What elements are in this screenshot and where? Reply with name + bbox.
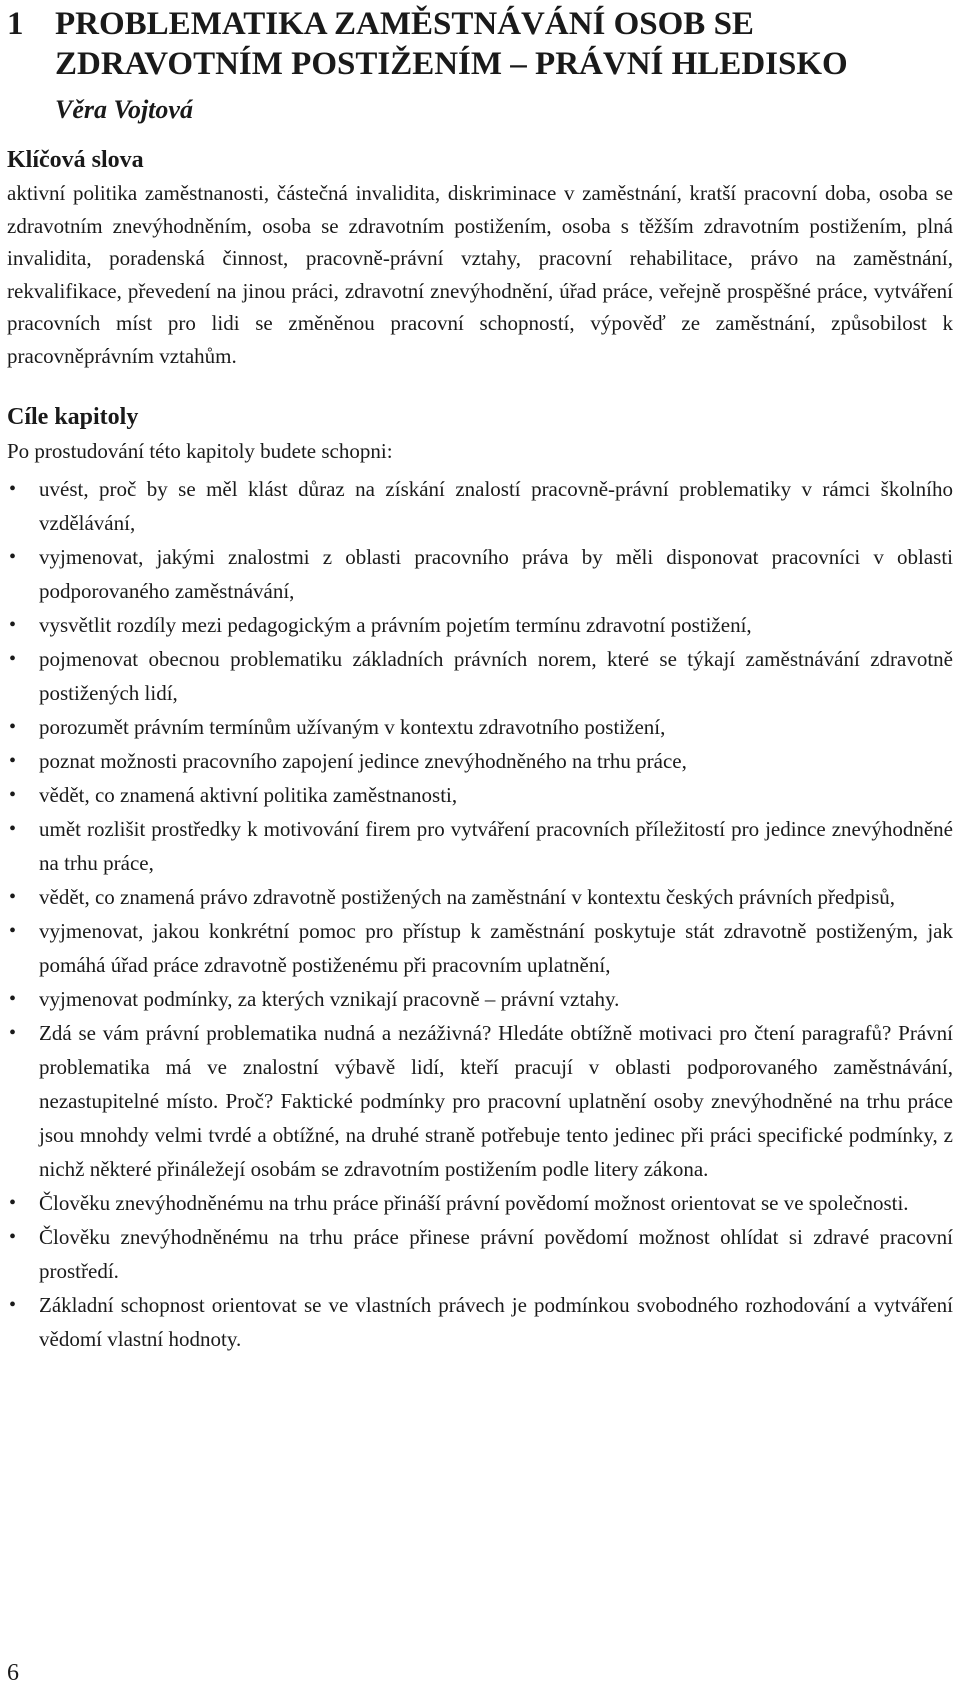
- list-item-text: uvést, proč by se měl klást důraz na získání znalostí pracovně-právní problematiky v rámci školního vzdělávání,: [39, 477, 953, 535]
- goals-heading: Cíle kapitoly: [7, 404, 139, 430]
- goals-intro: Po prostudování této kapitoly budete schopni:: [7, 439, 393, 463]
- bullet-icon: •: [9, 886, 17, 908]
- list-item-text: Základní schopnost orientovat se ve vlastních právech je podmínkou svobodného rozhodování a vytváření vědomí vlastní hodnoty.: [39, 1293, 953, 1351]
- document-page: [7, 0, 953, 1356]
- bullet-icon: •: [9, 478, 17, 500]
- bullet-icon: •: [9, 1022, 17, 1044]
- goals-list: [7, 472, 953, 1356]
- bullet-icon: •: [9, 716, 17, 738]
- bullet-icon: •: [9, 988, 17, 1010]
- list-item: [7, 1220, 953, 1288]
- list-item-text: umět rozlišit prostředky k motivování firem pro vytváření pracovních příležitostí pro jedince znevýhodněné na trhu práce,: [39, 817, 953, 875]
- list-item: [7, 812, 953, 880]
- list-item-text: poznat možnosti pracovního zapojení jedince znevýhodněného na trhu práce,: [39, 749, 687, 773]
- list-item-text: porozumět právním termínům užívaným v kontextu zdravotního postižení,: [39, 715, 666, 739]
- chapter-heading: [7, 4, 953, 84]
- keywords-text: aktivní politika zaměstnanosti, částečná invalidita, diskriminace v zaměstnání, kratší pracovní doba, osoba se zdravotním znevýhodněním, osoba se zdravotním postižením, osoba s těžším zdravotním postižením, plná invalidita, poradenská činnost, pracovně-právní vztahy, pracovní rehabilitace, právo na zaměstnání, rekvalifikace, převedení na jinou práci, zdravotní znevýhodnění, úřad práce, veřejně prospěšné práce, vytváření pracovních míst pro lidi se změněnou pracovní schopností, výpověď ze zaměstnání, způsobilost k pracovněprávním vztahům.: [7, 181, 953, 368]
- list-item: [7, 778, 953, 812]
- chapter-title: PROBLEMATIKA ZAMĚSTNÁVÁNÍ OSOB SE ZDRAVOTNÍM POSTIŽENÍM – PRÁVNÍ HLEDISKO: [55, 6, 848, 82]
- list-item-text: pojmenovat obecnou problematiku základních právních norem, které se týkají zaměstnávání zdravotně postižených lidí,: [39, 647, 953, 705]
- chapter-number: 1: [7, 6, 24, 42]
- list-item: [7, 540, 953, 608]
- list-item: [7, 914, 953, 982]
- bullet-icon: •: [9, 784, 17, 806]
- list-item-text: Zdá se vám právní problematika nudná a nezáživná? Hledáte obtížně motivaci pro čtení paragrafů? Právní problematika má ve znalostní výbavě lidí, kteří pracují v oblasti podporovaného zaměstnávání, nezastupitelné místo. Proč? Faktické podmínky pro pracovní uplatnění osoby znevýhodněné na trhu práce jsou mnohdy velmi tvrdé a obtížné, na druhé straně potřebuje tento jedinec při práci specifické podmínky, z nichž některé přináležejí osobám se zdravotním postižením podle litery zákona.: [39, 1021, 953, 1181]
- list-item: [7, 744, 953, 778]
- list-item: [7, 642, 953, 710]
- list-item: [7, 472, 953, 540]
- list-item: [7, 1186, 953, 1220]
- list-item: [7, 1016, 953, 1186]
- bullet-icon: •: [9, 614, 17, 636]
- bullet-icon: •: [9, 1226, 17, 1248]
- bullet-icon: •: [9, 546, 17, 568]
- list-item: [7, 710, 953, 744]
- list-item-text: vyjmenovat, jakou konkrétní pomoc pro přístup k zaměstnání poskytuje stát zdravotně postiženým, jak pomáhá úřad práce zdravotně postiženému při pracovním uplatnění,: [39, 919, 953, 977]
- page-number: 6: [7, 1660, 19, 1686]
- list-item: [7, 982, 953, 1016]
- list-item-text: Člověku znevýhodněnému na trhu práce přinese právní povědomí možnost ohlídat si zdravé pracovní prostředí.: [39, 1225, 953, 1283]
- bullet-icon: •: [9, 750, 17, 772]
- list-item: [7, 608, 953, 642]
- list-item: [7, 880, 953, 914]
- bullet-icon: •: [9, 920, 17, 942]
- list-item-text: vyjmenovat podmínky, za kterých vznikají pracovně – právní vztahy.: [39, 987, 620, 1011]
- bullet-icon: •: [9, 1294, 17, 1316]
- list-item-text: vyjmenovat, jakými znalostmi z oblasti pracovního práva by měli disponovat pracovníci v oblasti podporovaného zaměstnávání,: [39, 545, 953, 603]
- bullet-icon: •: [9, 1192, 17, 1214]
- bullet-icon: •: [9, 648, 17, 670]
- list-item: [7, 1288, 953, 1356]
- keywords-heading: Klíčová slova: [7, 147, 144, 173]
- list-item-text: vědět, co znamená právo zdravotně postižených na zaměstnání v kontextu českých právních předpisů,: [39, 885, 896, 909]
- chapter-author: Věra Vojtová: [55, 95, 193, 124]
- list-item-text: Člověku znevýhodněnému na trhu práce přináší právní povědomí možnost orientovat se ve společnosti.: [39, 1191, 909, 1215]
- list-item-text: vědět, co znamená aktivní politika zaměstnanosti,: [39, 783, 458, 807]
- list-item-text: vysvětlit rozdíly mezi pedagogickým a právním pojetím termínu zdravotní postižení,: [39, 613, 752, 637]
- bullet-icon: •: [9, 818, 17, 840]
